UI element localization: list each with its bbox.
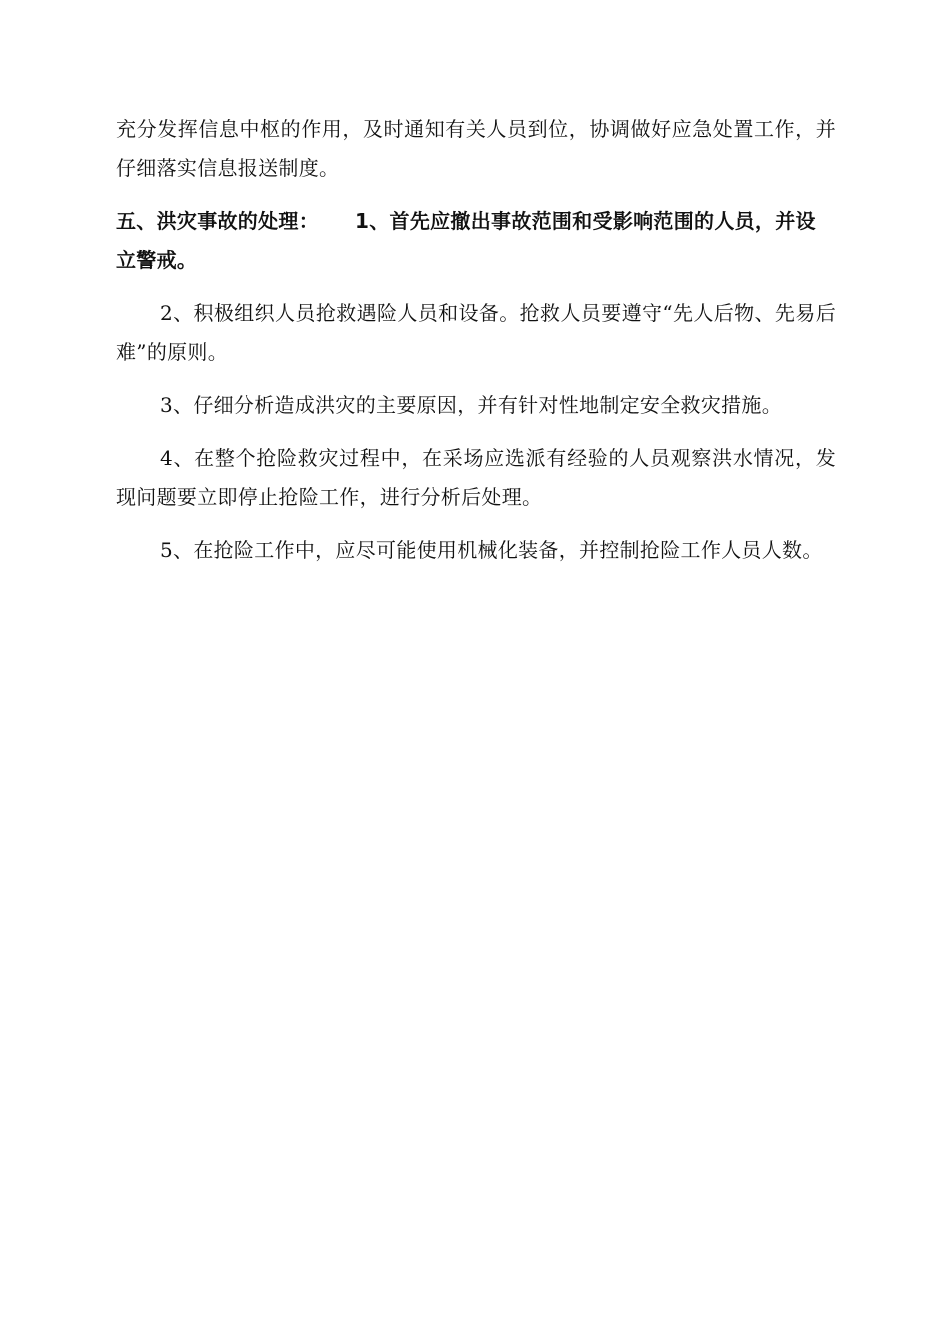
section-first-item: 1、首先应撤出事故范围和受影响范围的人员，并设立警戒。 (116, 209, 816, 272)
list-item: 2、积极组织人员抢救遇险人员和设备。抢救人员要遵守“先人后物、先易后难”的原则。 (116, 301, 836, 364)
section-heading-flood-handling (116, 202, 836, 280)
list-item: 3、仔细分析造成洪灾的主要原因，并有针对性地制定安全救灾措施。 (160, 393, 783, 417)
intro-paragraph: 充分发挥信息中枢的作用，及时通知有关人员到位，协调做好应急处置工作，并仔细落实信息报送制度。 (116, 117, 836, 180)
list-item: 4、在整个抢险救灾过程中，在采场应选派有经验的人员观察洪水情况，发现问题要立即停止抢险工作，进行分析后处理。 (116, 446, 836, 509)
list-item: 5、在抢险工作中，应尽可能使用机械化装备，并控制抢险工作人员人数。 (160, 538, 823, 562)
section-heading-title: 五、洪灾事故的处理： (116, 209, 319, 233)
document-page (116, 110, 836, 584)
